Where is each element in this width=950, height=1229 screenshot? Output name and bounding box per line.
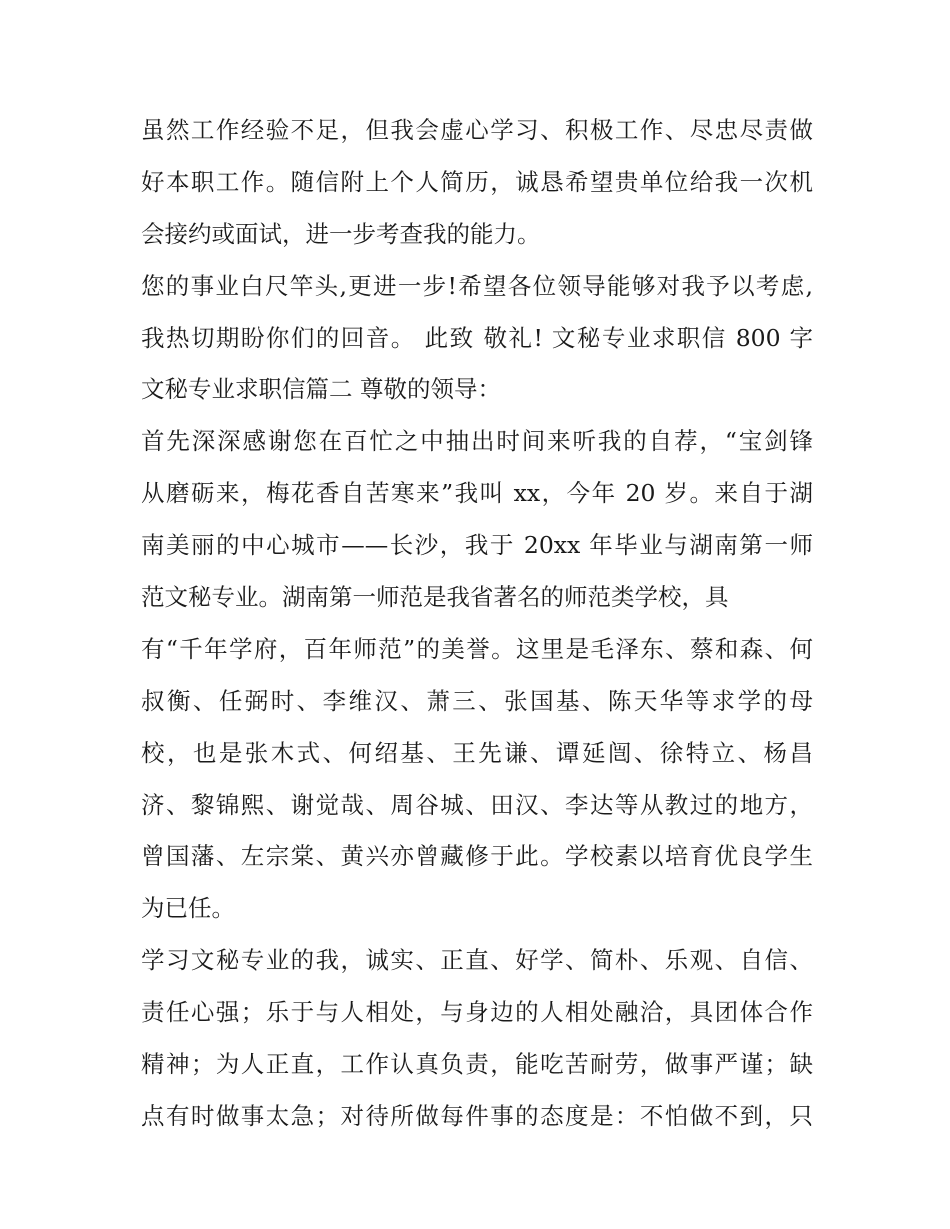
text-line: 虽然工作经验不足，但我会虚心学习、积极工作、尽忠尽责做 xyxy=(141,116,813,144)
text-line: 济、黎锦熙、谢觉哉、周谷城、田汉、李达等从教过的地方， xyxy=(141,790,813,819)
text-line: 您的事业白尺竿头,更进一步!希望各位领导能够对我予以考虑, xyxy=(141,271,813,300)
text-line: 校，也是张木式、何绍基、王先谦、谭延闿、徐特立、杨昌 xyxy=(141,738,813,767)
text-line: 首先深深感谢您在百忙之中抽出时间来听我的自荐，“宝剑锋 xyxy=(141,427,813,456)
text-line: 为已任。 xyxy=(141,894,235,923)
text-line: 会接约或面试，进一步考查我的能力。 xyxy=(141,219,541,248)
text-line: 责任心强；乐于与人相处，与身边的人相处融洽，具团体合作 xyxy=(141,998,813,1027)
text-line: 曾国藩、左宗棠、黄兴亦曾藏修于此。学校素以培育优良学生 xyxy=(141,842,813,871)
text-line: 叔衡、任弼时、李维汉、萧三、张国基、陈天华等求学的母 xyxy=(141,686,813,715)
text-line: 我热切期盼你们的回音。 此致 敬礼! 文秘专业求职信 800 字 xyxy=(141,323,813,352)
text-line: 有“千年学府，百年师范”的美誉。这里是毛泽东、蔡和森、何 xyxy=(141,634,813,663)
text-line: 从磨砺来，梅花香自苦寒来”我叫 xx，今年 20 岁。来自于湖 xyxy=(141,479,813,508)
text-line: 文秘专业求职信篇二 尊敬的领导： xyxy=(141,375,501,404)
text-line: 学习文秘专业的我，诚实、正直、好学、简朴、乐观、自信、 xyxy=(141,946,813,975)
body-text xyxy=(141,108,813,1146)
text-line: 南美丽的中心城市——长沙，我于 20xx 年毕业与湖南第一师 xyxy=(141,531,813,560)
text-line: 好本职工作。随信附上个人简历，诚恳希望贵单位给我一次机 xyxy=(141,167,813,196)
text-line: 范文秘专业。湖南第一师范是我省著名的师范类学校，具 xyxy=(141,583,729,612)
text-line: 精神；为人正直，工作认真负责，能吃苦耐劳，做事严谨；缺 xyxy=(141,1050,813,1079)
text-line: 点有时做事太急；对待所做每件事的态度是：不怕做不到，只 xyxy=(141,1101,813,1130)
